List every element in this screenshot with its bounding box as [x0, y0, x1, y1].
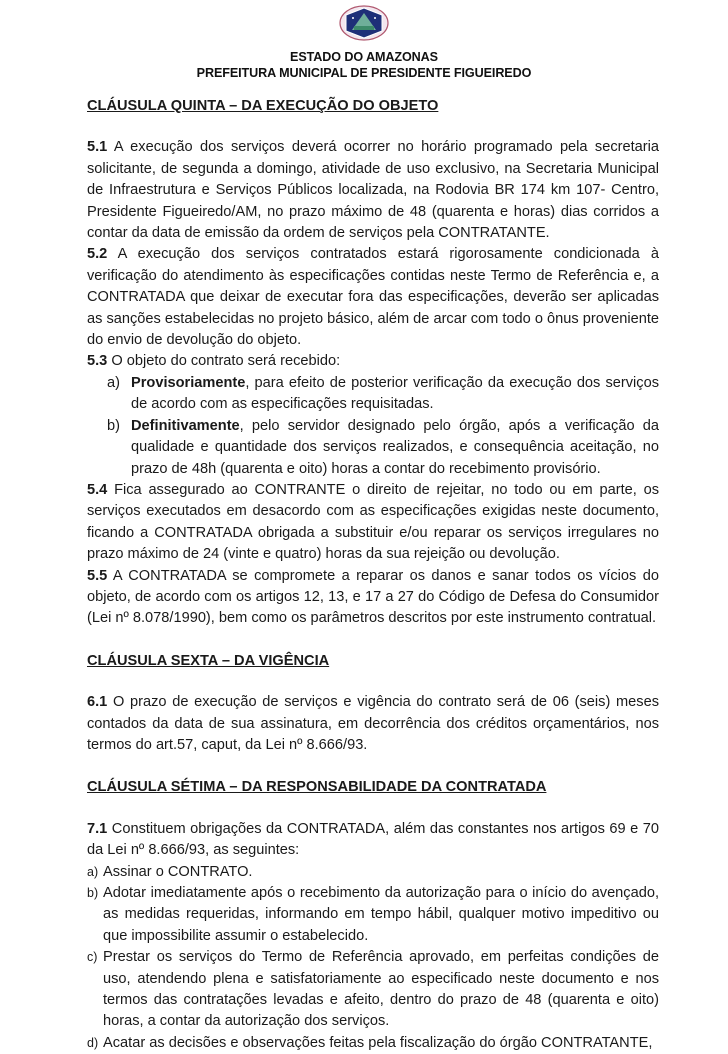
- document-body: [87, 96, 659, 1054]
- list-item: [87, 883, 659, 947]
- paragraph-number: 5.3: [87, 353, 108, 370]
- list-item-text: Assinar o CONTRATO.: [103, 863, 253, 880]
- paragraph-number: 5.2: [87, 246, 108, 263]
- list-marker: a): [107, 374, 120, 391]
- list-item: [87, 416, 659, 480]
- list-marker: b): [107, 417, 120, 434]
- header-state: ESTADO DO AMAZONAS: [290, 50, 438, 64]
- list-item-text: , pelo servidor designado pelo órgão, após a verificação da qualidade e quantidade dos serviços realizados, e consequência aceitação, no prazo de 48h (quarenta e oito) horas a contar do recebimento provisório.: [131, 417, 659, 477]
- list-item: [87, 862, 659, 883]
- paragraph-text: Constituem obrigações da CONTRATADA, além das constantes nos artigos 69 e 70 da Lei nº 8.666/93, as seguintes:: [87, 820, 659, 859]
- clause-6-title: CLÁUSULA SEXTA – DA VIGÊNCIA: [87, 652, 330, 669]
- list-item-keyword: Provisoriamente: [131, 374, 246, 391]
- paragraph-text: A CONTRATADA se compromete a reparar os danos e sanar todos os vícios do objeto, de acordo com os artigos 12, 13, e 17 a 27 do Código de Defesa do Consumidor (Lei nº 8.078/1990), bem como os parâmetros descritos por este instrumento contratual.: [87, 567, 659, 627]
- paragraph-5-5: [87, 566, 659, 630]
- clause-7-title: CLÁUSULA SÉTIMA – DA RESPONSABILIDADE DA CONTRATADA: [87, 779, 547, 796]
- paragraph-text: Fica assegurado ao CONTRANTE o direito de rejeitar, no todo ou em parte, os serviços executados em desacordo com as especificações exigidas neste documento, ficando a CONTRATADA obrigada a substituir e/ou reparar os serviços irregulares no prazo máximo de 24 (vinte e quatro) horas da sua rejeição ou devolução.: [87, 481, 659, 563]
- list-item-text: , para efeito de posterior verificação da execução dos serviços de acordo com as especificações requisitadas.: [131, 374, 659, 413]
- list-item: [87, 1033, 659, 1054]
- paragraph-number: 7.1: [87, 820, 108, 837]
- list-item-text: Acatar as decisões e observações feitas pela fiscalização do órgão CONTRATANTE,: [103, 1034, 653, 1051]
- paragraph-5-3: [87, 351, 659, 372]
- paragraph-6-1: [87, 692, 659, 756]
- list-item-text: Adotar imediatamente após o recebimento da autorização para o início do avençado, as medidas requeridas, informando em tempo hábil, qualquer motivo impeditivo ou que impossibilite assumir o estabelecido.: [103, 885, 659, 944]
- paragraph-number: 5.1: [87, 139, 108, 156]
- list-item: [87, 947, 659, 1033]
- paragraph-number: 5.5: [87, 567, 108, 584]
- paragraph-5-1: [87, 137, 659, 244]
- list-item-text: Prestar os serviços do Termo de Referência aprovado, em perfeitas condições de uso, atendendo plena e satisfatoriamente ao especificado neste documento e nos termos das contratações levadas e afeito, dentro do prazo de 48 (quarenta e oito) horas, a contar da autorização dos serviços.: [103, 949, 659, 1030]
- paragraph-number: 6.1: [87, 694, 108, 711]
- header-prefecture: PREFEITURA MUNICIPAL DE PRESIDENTE FIGUEIREDO: [196, 66, 532, 80]
- list-item: [87, 373, 659, 416]
- list-item-keyword: Definitivamente: [131, 417, 240, 434]
- clause-5-title: CLÁUSULA QUINTA – DA EXECUÇÃO DO OBJETO: [87, 98, 439, 114]
- paragraph-text: A execução dos serviços contratados estará rigorosamente condicionada à verificação do atendimento às especificações contidas neste Termo de Referência e, a CONTRATADA que deixar de executar fora das especificações, deverão ser aplicadas as sanções estabelecidas no projeto básico, além de arcar com todo o ônus proveniente do envio de devolução do objeto.: [87, 246, 659, 349]
- paragraph-text: O prazo de execução de serviços e vigência do contrato será de 06 (seis) meses contados da data de sua assinatura, em decorrência dos créditos orçamentários, nos termos do art.57, caput, da Lei nº 8.666/93.: [87, 694, 659, 753]
- paragraph-5-2: [87, 244, 659, 351]
- list-marker: d): [87, 1035, 99, 1050]
- list-marker: c): [87, 950, 98, 965]
- paragraph-5-4: [87, 480, 659, 566]
- paragraph-text: A execução dos serviços deverá ocorrer no horário programado pela secretaria solicitante, de segunda a domingo, atividade de uso exclusivo, na Secretaria Municipal de Infraestrutura e Serviços Públicos localizada, na Rodovia BR 174 km 107- Centro, Presidente Figueiredo/AM, no prazo máximo de 48 (quarenta e horas) dias corridos a contar da data de emissão da ordem de serviços pela CONTRATANTE.: [87, 139, 659, 242]
- paragraph-7-1: [87, 819, 659, 862]
- list-marker: b): [87, 886, 99, 900]
- paragraph-number: 5.4: [87, 481, 108, 498]
- coat-of-arms-logo: [337, 4, 391, 42]
- list-marker: a): [87, 864, 99, 879]
- paragraph-text: O objeto do contrato será recebido:: [107, 353, 341, 370]
